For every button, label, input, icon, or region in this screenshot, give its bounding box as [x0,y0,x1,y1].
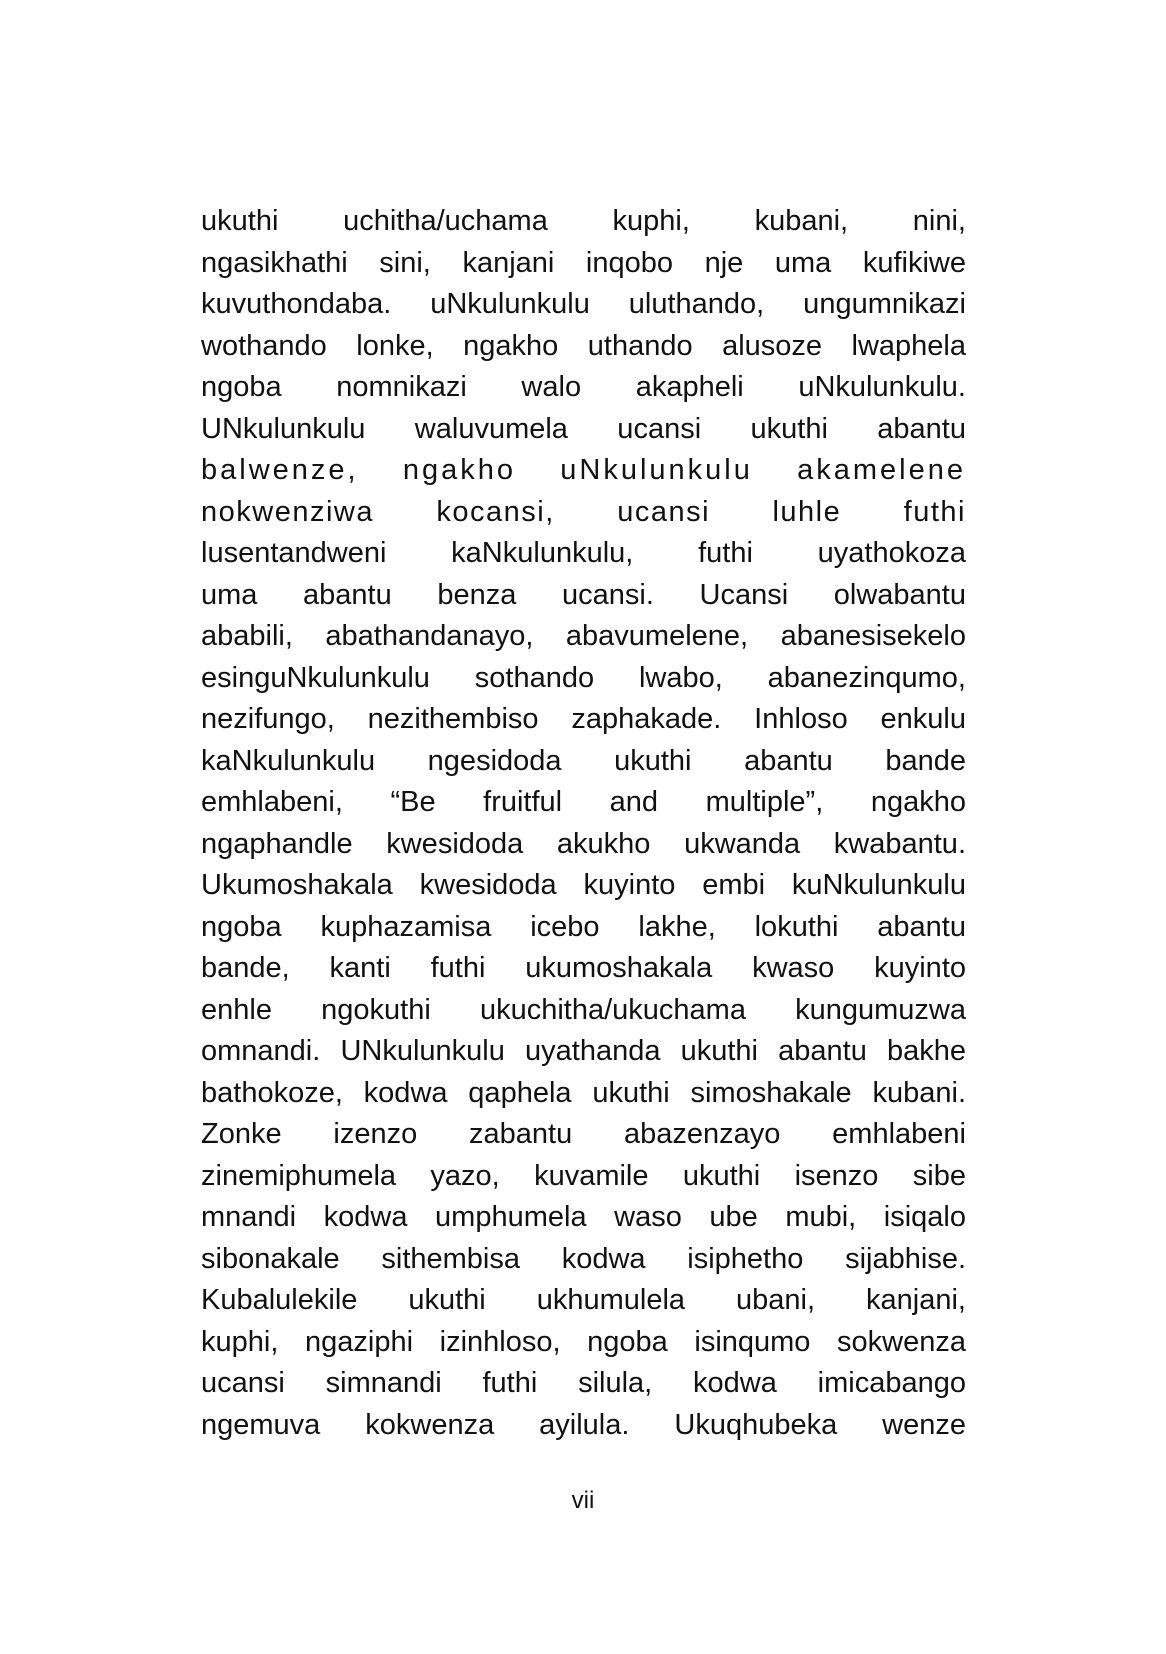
text-line: nokwenziwa kocansi, ucansi luhle futhi [201,495,966,528]
text-line: wothando lonke, ngakho uthando alusoze lwaphela [201,329,966,362]
text-line: zinemiphumela yazo, kuvamile ukuthi isenzo sibe [201,1159,966,1192]
text-line: emhlabeni, “Be fruitful and multiple”, ngakho [201,786,966,818]
text-line: ababili, abathandanayo, abavumelene, abanesisekelo [201,620,966,652]
text-line: ucansi simnandi futhi silula, kodwa imicabango [201,1367,966,1399]
text-line: ngaphandle kwesidoda akukho ukwanda kwabantu. [201,827,966,860]
text-line: ngemuva kokwenza ayilula. Ukuqhubeka wenze [201,1408,966,1441]
text-line: esinguNkulunkulu sothando lwabo, abanezinqumo, [201,661,966,694]
text-line: Ukumoshakala kwesidoda kuyinto embi kuNkulunkulu [201,869,966,901]
text-line: lusentandweni kaNkulunkulu, futhi uyathokoza [201,537,966,569]
page-number: vii [571,1487,595,1514]
text-line: Zonke izenzo zabantu abazenzayo emhlabeni [201,1118,966,1150]
body-text [201,201,966,1446]
text-line: bathokoze, kodwa qaphela ukuthi simoshakale kubani. [201,1076,966,1109]
text-line: mnandi kodwa umphumela waso ube mubi, isiqalo [201,1201,966,1233]
text-line: omnandi. UNkulunkulu uyathanda ukuthi abantu bakhe [201,1035,966,1067]
text-line: enhle ngokuthi ukuchitha/ukuchama kungumuzwa [201,993,966,1026]
text-line: bande, kanti futhi ukumoshakala kwaso kuyinto [201,952,966,984]
text-line: ngoba kuphazamisa icebo lakhe, lokuthi abantu [201,910,966,943]
text-line: kuvuthondaba. uNkulunkulu uluthando, ungumnikazi [201,288,966,320]
text-line: nezifungo, nezithembiso zaphakade. Inhloso enkulu [201,703,966,735]
text-line: balwenze, ngakho uNkulunkulu akamelene [201,454,966,486]
text-line: ukuthi uchitha/uchama kuphi, kubani, nini, [201,205,966,237]
text-line: kuphi, ngaziphi izinhloso, ngoba isinqumo sokwenza [201,1325,966,1358]
text-line: kaNkulunkulu ngesidoda ukuthi abantu bande [201,744,966,777]
text-line: sibonakale sithembisa kodwa isiphetho sijabhise. [201,1242,966,1275]
text-line: UNkulunkulu waluvumela ucansi ukuthi abantu [201,412,966,445]
text-line: Kubalulekile ukuthi ukhumulela ubani, kanjani, [201,1284,966,1316]
text-line: ngoba nomnikazi walo akapheli uNkulunkulu. [201,371,966,403]
text-line: uma abantu benza ucansi. Ucansi olwabantu [201,578,966,611]
text-line: ngasikhathi sini, kanjani inqobo nje uma kufikiwe [201,246,966,279]
